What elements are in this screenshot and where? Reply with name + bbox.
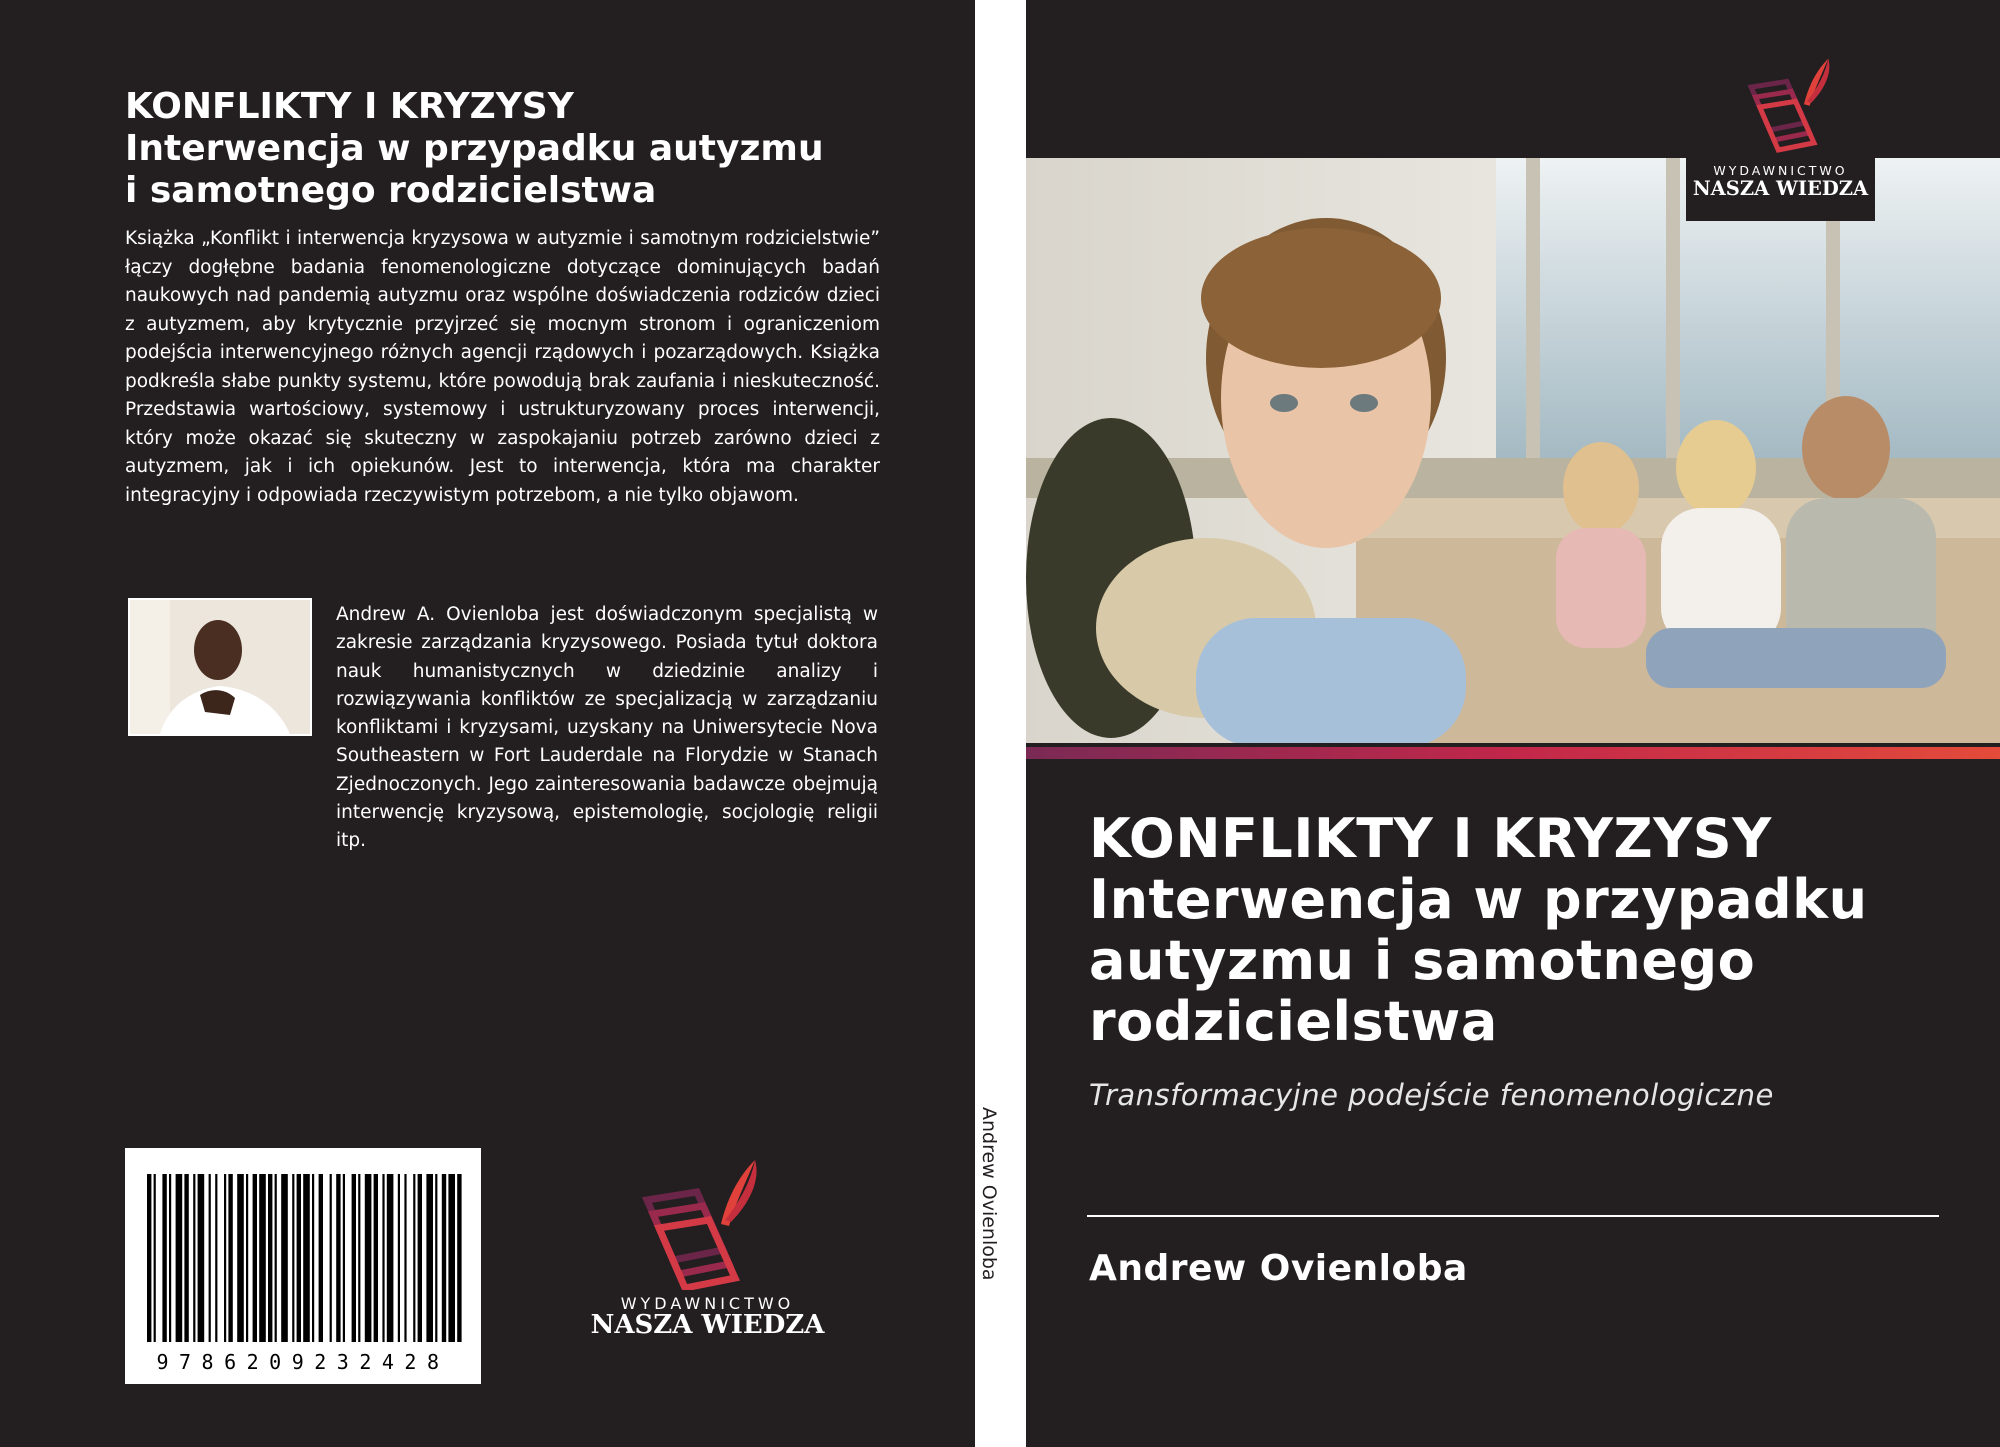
barcode-bar	[259, 1174, 266, 1342]
barcode-bar	[457, 1174, 461, 1342]
barcode-bar	[448, 1174, 455, 1342]
barcode-bar	[374, 1174, 378, 1342]
divider-line	[1087, 1215, 1939, 1217]
back-title-line: KONFLIKTY I KRYZYSY	[125, 86, 574, 127]
publisher-logo-back	[585, 1160, 830, 1355]
front-title-line: autyzmu i samotnego	[1089, 929, 1756, 992]
barcode-bar	[184, 1174, 188, 1342]
spine-author: Andrew Ovienloba	[978, 1107, 1000, 1281]
front-subtitle: Transformacyjne podejście fenomenologiczne	[1089, 1078, 1774, 1112]
author-photo	[128, 598, 312, 736]
barcode-bar	[253, 1174, 257, 1342]
front-cover-title	[1089, 808, 1969, 1052]
barcode-bar	[426, 1174, 433, 1342]
front-title-line: KONFLIKTY I KRYZYSY	[1089, 807, 1772, 870]
barcode-bar	[442, 1174, 446, 1342]
barcode-bar	[330, 1174, 332, 1342]
barcode-bar	[336, 1174, 340, 1342]
barcode-bar	[169, 1174, 171, 1342]
barcode-bar	[281, 1174, 288, 1342]
barcode-bar	[358, 1174, 360, 1342]
barcode-bar	[224, 1174, 226, 1342]
barcode-bar	[343, 1174, 345, 1342]
barcode-bar	[292, 1174, 294, 1342]
barcode-bar	[176, 1174, 183, 1342]
barcode-bar	[312, 1174, 314, 1342]
book-quill-icon	[1744, 55, 1844, 155]
barcode-bar	[382, 1174, 384, 1342]
barcode-bar	[237, 1174, 244, 1342]
barcode-bar	[352, 1174, 356, 1342]
barcode-bar	[198, 1174, 205, 1342]
back-title-line: i samotnego rodzicielstwa	[125, 170, 657, 211]
back-cover-title	[125, 86, 895, 212]
barcode-bar	[268, 1174, 272, 1342]
barcode-bar	[398, 1174, 400, 1342]
barcode-bar	[418, 1174, 422, 1342]
isbn-digits: 9786209232428	[156, 1350, 450, 1374]
front-title-line: Interwencja w przypadku	[1089, 868, 1868, 931]
barcode-bar	[404, 1174, 406, 1342]
publisher-label-big: NASZA WIEDZA	[1692, 177, 1869, 200]
book-blurb: Książka „Konflikt i interwencja kryzysowa w autyzmie i samotnym rodzicielstwie” łączy dogłębne badania fenomenologiczne dotyczące dominujących badań naukowych nad pandemią autyzmu oraz wspólne doświadczenia rodziców dzieci z autyzmem, aby krytycznie przyjrzeć się mocnym stronom i ograniczeniom podejścia interwencyjnego różnych agencji rządowych i pozarządowych. Książka podkreśla słabe punkty systemu, które powodują brak zaufania i nieskuteczność. Przedstawia wartościowy, systemowy i ustrukturyzowany proces interwencji, który może okazać się skuteczny w zaspokajaniu potrzeb zarówno dzieci z autyzmem, jak i ich opiekunów. Jest to interwencja, która ma charakter integracyjny i odpowiada rzeczywistym potrzebom, a nie tylko objawom.	[125, 228, 880, 506]
publisher-label-small: WYDAWNICTWO	[1713, 163, 1848, 178]
front-author: Andrew Ovienloba	[1089, 1248, 1468, 1289]
isbn-barcode	[125, 1148, 481, 1384]
barcode-bar	[209, 1174, 211, 1342]
barcode-bar	[413, 1174, 415, 1342]
barcode-bar	[193, 1174, 195, 1342]
barcode-bar	[303, 1174, 310, 1342]
barcode-bar	[297, 1174, 301, 1342]
barcode-bar	[319, 1174, 323, 1342]
front-title-line: rodzicielstwa	[1089, 990, 1498, 1053]
barcode-bar	[387, 1174, 394, 1342]
book-quill-icon	[637, 1160, 777, 1290]
barcode-bar	[435, 1174, 437, 1342]
barcode-bar	[275, 1174, 277, 1342]
barcode-bar	[365, 1174, 372, 1342]
publisher-logo-front	[1686, 50, 1875, 221]
barcode-bar	[147, 1174, 151, 1342]
publisher-label-small: WYDAWNICTWO	[620, 1294, 795, 1313]
publisher-label-big: NASZA WIEDZA	[590, 1310, 825, 1340]
cover-photo	[1026, 158, 2000, 747]
barcode-bar	[162, 1174, 166, 1342]
author-bio: Andrew A. Ovienloba jest doświadczonym specjalistą w zakresie zarządzania kryzysowego. Posiada tytuł doktora nauk humanistycznych w dziedzinie analizy i rozwiązywania konfliktów ze specjalizacją w zarządzaniu konfliktami i kryzysami, uzyskany na Uniwersytecie Nova Southeastern w Fort Lauderdale na Florydzie w Stanach Zjednoczonych. Jego zainteresowania badawcze obejmują interwencję kryzysową, epistemologię, socjologię religii itp.	[336, 604, 878, 852]
barcode-bar	[215, 1174, 217, 1342]
barcode-bar	[246, 1174, 248, 1342]
barcode-bar	[228, 1174, 232, 1342]
accent-stripe	[1026, 747, 2000, 759]
barcode-bar	[154, 1174, 156, 1342]
back-title-line: Interwencja w przypadku autyzmu	[125, 128, 824, 169]
